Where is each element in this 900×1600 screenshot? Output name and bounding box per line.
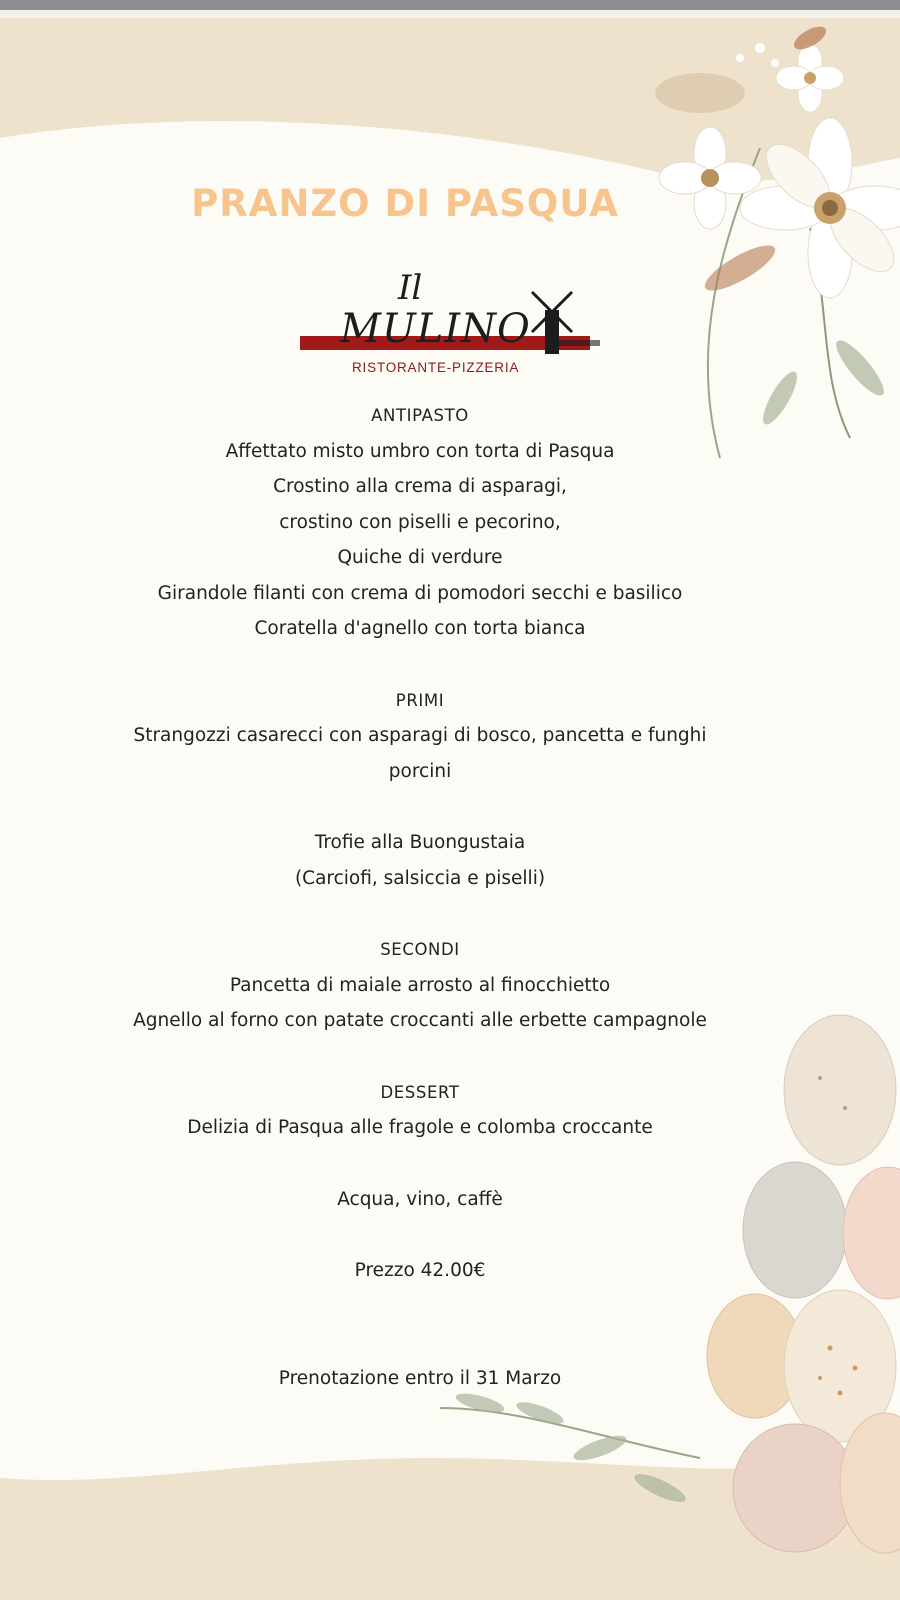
menu-item: Pancetta di maiale arrosto al finocchietto <box>229 974 611 996</box>
menu-item: Coratella d'agnello con torta bianca <box>254 618 586 639</box>
menu-content <box>100 398 740 1396</box>
windmill-icon <box>512 282 602 362</box>
menu-item: Girandole filanti con crema di pomodori secchi e basilico <box>157 582 683 604</box>
menu-item: crostino con piselli e pecorino, <box>279 511 561 533</box>
restaurant-logo <box>300 268 610 388</box>
menu-item: Crostino alla crema di asparagi, <box>273 476 567 497</box>
section-heading-antipasto: ANTIPASTO <box>371 406 469 425</box>
menu-item: Quiche di verdure <box>337 547 503 568</box>
section-heading-secondi: SECONDI <box>380 940 460 959</box>
menu-item: (Carciofi, salsiccia e piselli) <box>294 867 546 889</box>
logo-script-text: Il <box>398 268 423 308</box>
price-line: Prezzo 42.00€ <box>354 1260 486 1281</box>
menu-item: Agnello al forno con patate croccanti alle erbette campagnole <box>133 1010 707 1031</box>
page-title: PRANZO DI PASQUA <box>191 182 619 225</box>
menu-item: Trofie alla Buongustaia <box>314 832 526 853</box>
menu-item: Strangozzi casarecci con asparagi di bosco, pancetta e funghi <box>133 725 707 746</box>
logo-name: MULINO <box>340 306 531 352</box>
logo-subtitle: RISTORANTE-PIZZERIA <box>352 360 520 375</box>
booking-note: Prenotazione entro il 31 Marzo <box>278 1367 562 1389</box>
top-bar-inner <box>0 10 900 18</box>
section-heading-dessert: DESSERT <box>380 1082 460 1102</box>
section-heading-primi: PRIMI <box>395 690 445 710</box>
menu-item: porcini <box>388 760 452 782</box>
menu-item: Delizia di Pasqua alle fragole e colomba croccante <box>187 1117 653 1138</box>
top-bar <box>0 0 900 10</box>
drinks-line: Acqua, vino, caffè <box>337 1188 503 1210</box>
menu-item: Affettato misto umbro con torta di Pasqua <box>225 440 615 462</box>
